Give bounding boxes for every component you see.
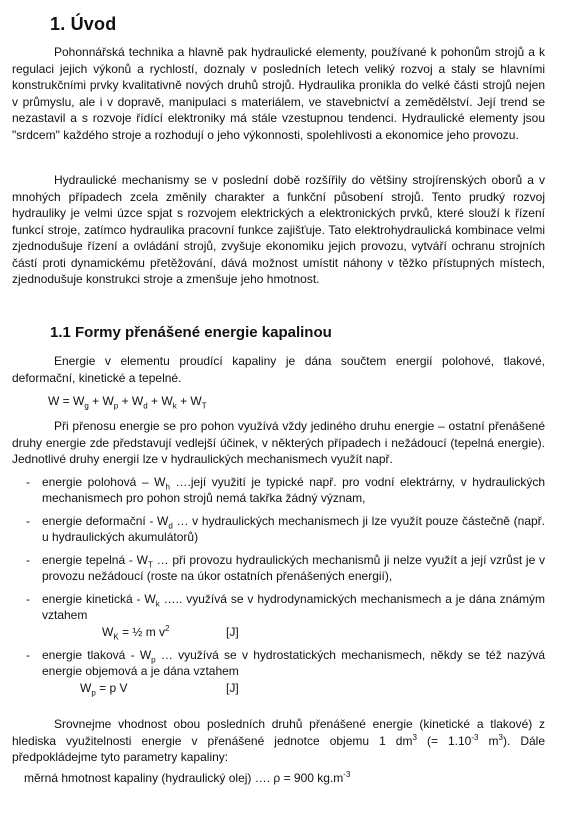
intro-paragraph-1: Pohonnářská technika a hlavně pak hydraulické elementy, používané k pohonům strojů a k regulaci jejich výkonů a rychlostí, doznaly v posledních letech veliký rozvoj a staly se hlavními konstrukčními prvky kvalitativně nových druhů strojů. Hydraulika pronikla do velké části strojů nejen v průmyslu, ale i v dopravě, manipulaci s materiálem, ve stavebnictví a zemědělství. Její trend se nezastavil a s rozvoje řídící elektroniky má stále vzestupnou tendenci. Hydraulické elementy jsou "srdcem" každého stroje a rozhodují o jeho výkonnosti, spolehlivosti a ekonomice jeho provozu. (12, 45, 545, 142)
intro-paragraph-2: Hydraulické mechanismy se v poslední době rozšířily do většiny strojírenských oborů a v mnohých případech zcela změnily charakter a funkční působení strojů. Tento prudký rozvoj hydrauliky je velmi úzce spjat s rozvojem elektrických a elektronických prvků, které slouží k řízení funkcí stroje, zatímco hydraulika pracovní funkce zajišťuje. Tato elektrohydraulická kombinace velmi zjednodušuje řízení a ovládání strojů, zvyšuje ekonomiku jejich provozu, vytváří ochranu strojních částí proti dynamickému přetěžování, dává možnost umístit náhony v těžko přístupných místech, zjednodušuje konstrukci stroje a zmenšuje jeho hmotnost. (12, 173, 545, 286)
list-item-pressure-energy: - energie tlaková - $W_p$ … využívá se v hydrostatických mechanismech, někdy se též nazývá energie objemová a je dána vztahem $W_p = p$ V [J] (12, 647, 545, 696)
kinetic-energy-formula: $W_K$ = ½ m $v^2$ [J] (102, 624, 239, 642)
list-item-thermal-energy: - energie tepelná - $W_T$ … při provozu hydraulických mechanismů ji nelze využít a její vzrůst je v provozu nežádoucí (roste na úkor ostatních přenášených energií), (12, 552, 545, 584)
list-item-kinetic-energy: - energie kinetická - $W_k$ ….. využívá se v hydrodynamických mechanismech a je dána známým vztahem $W_K$ = ½ m $v^2$ [J] (12, 591, 545, 640)
comparison-paragraph: Srovnejme vhodnost obou posledních druhů přenášené energie (kinetické a tlakové) z hlediska využitelnosti energie v přenášené jednotce objemu 1 $dm^3$ (= $1.10^{-3}$ $m^3$). Dále předpokládejme tyto parametry kapaliny: (12, 717, 546, 764)
subsection-heading-forms: 1.1 Formy přenášené energie kapalinou (50, 324, 332, 341)
fluid-density-line: měrná hmotnost kapaliny (hydraulický olej) …. ρ = 900 $kg.m^{-3}$ (24, 770, 351, 785)
list-item-deformation-energy: - energie deformační - $W_d$ … v hydraulických mechanismech ji lze využít pouze částečně (např. u hydraulických akumulátorů) (12, 513, 545, 545)
total-energy-formula: $W = W_g + W_p + W_d + W_k + W_T$ (48, 394, 207, 411)
energy-sum-paragraph: Energie v elementu proudící kapaliny je dána součtem energií polohové, tlakové, deformační, kinetické a tepelné. (12, 354, 545, 385)
energy-transfer-paragraph: Při přenosu energie se pro pohon využívá vždy jediného druhu energie – ostatní přenášené druhy energie zde představují vedlejší účinek, v některých případech i nežádoucí (tepelná energie). Jednotlivé druhy energií lze v hydraulických mechanismech využít např. (12, 419, 545, 466)
pressure-energy-formula: $W_p = p$ V [J] (80, 681, 239, 698)
section-heading-uvod: 1. Úvod (50, 14, 117, 34)
energy-types-list (12, 474, 545, 703)
list-item-potential-energy: - energie polohová – $W_h$ ….její využití je typické např. pro vodní elektrárny, v hydraulických mechanismech pro pohon strojů nemá takřka žádný význam, (12, 474, 545, 506)
